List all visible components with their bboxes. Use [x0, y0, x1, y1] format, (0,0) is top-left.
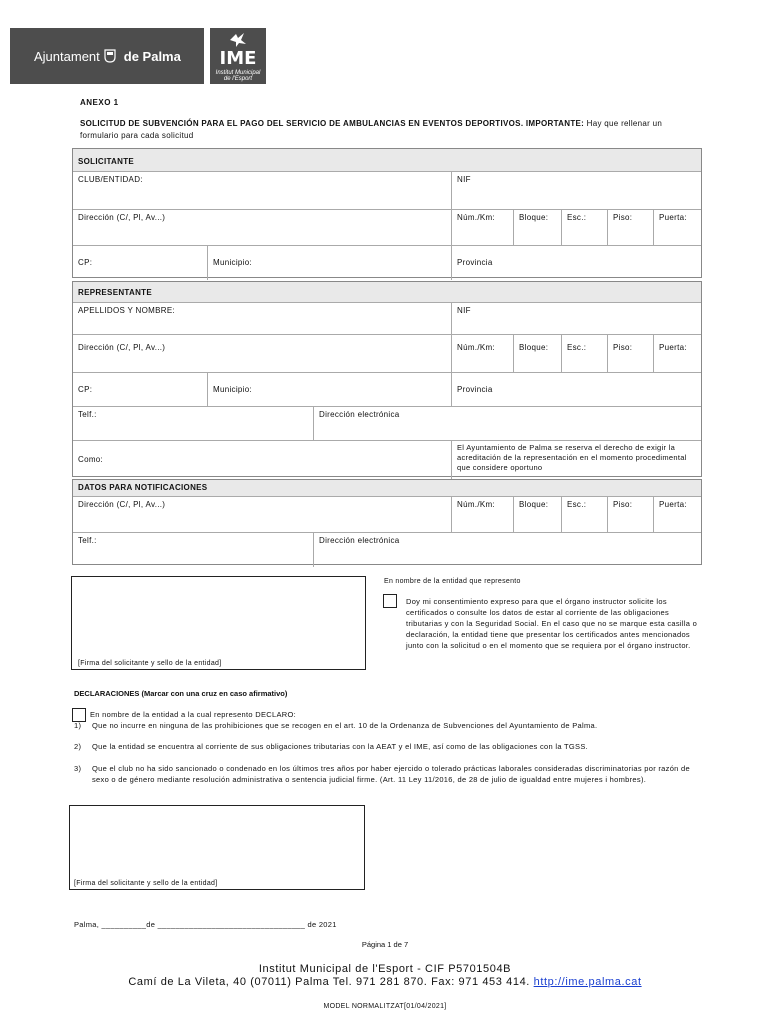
bloque-field[interactable]: Bloque:: [513, 210, 561, 246]
rep-nif-field[interactable]: NIF: [451, 303, 701, 335]
ajuntament-logo: [10, 28, 204, 84]
solicitante-row-club: [73, 171, 701, 210]
ime-logo-subtext: Institut Municipal de l'Esport: [215, 70, 261, 82]
signature-label: [Firma del solicitante y sello de la entidad]: [78, 660, 222, 667]
ime-logo-text: IME: [219, 48, 257, 69]
notif-bloque-field[interactable]: Bloque:: [513, 497, 561, 533]
signature-box[interactable]: [71, 576, 366, 670]
rep-como-field[interactable]: Como:: [78, 455, 104, 464]
solicitante-section: [72, 148, 702, 278]
representante-row-address: [73, 334, 701, 373]
page-number: Página 1 de 7: [361, 940, 409, 949]
crest-icon: [104, 49, 116, 63]
rep-esc-field[interactable]: Esc.:: [561, 335, 607, 373]
rep-puerta-field[interactable]: Puerta:: [653, 335, 701, 373]
notif-email-field[interactable]: Dirección electrónica: [313, 533, 701, 567]
representante-row-cp: [73, 372, 701, 407]
notif-puerta-field[interactable]: Puerta:: [653, 497, 701, 533]
consent-text: Doy mi consentimiento expreso para que el órgano instructor solicite los certificados o consulte los datos de estar al corriente de las obligaciones tributarias y con la Seguridad Social. En el caso que no se marque esta casilla o declaración, la entidad tiene que presentar los certificados antes mencionados junto con la solicitud o en el momento que se requiera por el órgano instructor.: [406, 597, 698, 650]
club-field[interactable]: CLUB/ENTIDAD:: [78, 175, 143, 184]
piso-field[interactable]: Piso:: [607, 210, 653, 246]
notificaciones-section: [72, 479, 702, 565]
declaracion-checkbox[interactable]: [72, 708, 86, 722]
representante-row-contact: [73, 406, 701, 441]
model-label: MODEL NORMALITZAT[01/04/2021]: [323, 1003, 447, 1010]
website-link[interactable]: http://ime.palma.cat: [533, 976, 642, 988]
notif-telf-field[interactable]: Telf.:: [78, 536, 97, 545]
ime-logo: [210, 28, 266, 84]
consent-checkbox[interactable]: [383, 594, 397, 608]
address-line: [0, 976, 770, 988]
address-field[interactable]: Dirección (C/, Pl, Av...): [78, 213, 166, 222]
rep-name-field[interactable]: APELLIDOS Y NOMBRE:: [78, 306, 175, 315]
representante-header-label: REPRESENTANTE: [78, 288, 152, 297]
cp-field[interactable]: CP:: [78, 258, 93, 267]
representante-header: [73, 282, 701, 302]
declaracion-num-1: 1): [74, 721, 82, 730]
nif-field[interactable]: NIF: [451, 172, 701, 210]
declaracion-item-3: Que el club no ha sido sancionado o condenado en los últimos tres años por haber ejercido o tolerado prácticas laborales consideradas discriminatorias por razón de sexo o de género mediante resolución administrativa o sentencia judicial firme. (Art. 11 Ley 11/2016, de 28 de julio de igualdad entre mujeres i hombres).: [92, 764, 690, 784]
representante-row-como: [73, 440, 701, 479]
rep-municipio-field[interactable]: Municipio:: [207, 373, 451, 407]
rep-provincia-field[interactable]: Provincia: [451, 373, 701, 407]
rep-reserva-note: El Ayuntamiento de Palma se reserva el derecho de exigir la acreditación de la representación en el momento procedimental que considere oportuno: [451, 441, 701, 479]
representante-section: [72, 281, 702, 477]
provincia-field[interactable]: Provincia: [451, 246, 701, 280]
declaracion-item-1: Que no incurre en ninguna de las prohibiciones que se recogen en el art. 10 de la Ordenanza de Subvenciones del Ayuntamiento de Palma.: [92, 721, 598, 730]
declaracion-intro: En nombre de la entidad a la cual represento DECLARO:: [90, 710, 297, 719]
municipio-field[interactable]: Municipio:: [207, 246, 451, 280]
puerta-field[interactable]: Puerta:: [653, 210, 701, 246]
declaracion-num-3: 3): [74, 764, 82, 773]
notificaciones-row-contact: [73, 532, 701, 567]
notif-piso-field[interactable]: Piso:: [607, 497, 653, 533]
rep-email-field[interactable]: Dirección electrónica: [313, 407, 701, 441]
declaracion-item-2: Que la entidad se encuentra al corriente de sus obligaciones tributarias con la AEAT y el IME, así como de las obligaciones con la TGSS.: [92, 742, 589, 751]
notificaciones-header: [73, 480, 701, 496]
form-title-bold: SOLICITUD DE SUBVENCIÓN PARA EL PAGO DEL SERVICIO DE AMBULANCIAS EN EVENTOS DEPORTIVOS. IMPORTANTE:: [80, 119, 585, 128]
notif-num-field[interactable]: Núm./Km:: [451, 497, 513, 533]
ajuntament-logo-bold: de Palma: [123, 48, 181, 64]
form-title: [80, 118, 700, 142]
notif-address-field[interactable]: Dirección (C/, Pl, Av...): [78, 500, 166, 509]
palma-date-line: Palma, __________de _________________________________ de 2021: [74, 920, 337, 929]
num-field[interactable]: Núm./Km:: [451, 210, 513, 246]
notificaciones-header-label: DATOS PARA NOTIFICACIONES: [78, 483, 208, 492]
ajuntament-logo-text: Ajuntament: [34, 48, 100, 64]
notif-esc-field[interactable]: Esc.:: [561, 497, 607, 533]
solicitante-row-address: [73, 209, 701, 246]
representante-row-name: [73, 302, 701, 335]
rep-telf-field[interactable]: Telf.:: [78, 410, 97, 419]
solicitante-header: [73, 149, 701, 171]
rep-piso-field[interactable]: Piso:: [607, 335, 653, 373]
annex-title: ANEXO 1: [80, 98, 119, 107]
institut-line: Institut Municipal de l'Esport - CIF P5701504B: [258, 963, 512, 975]
solicitante-header-label: SOLICITANTE: [78, 157, 135, 166]
en-nombre-label: En nombre de la entidad que represento: [384, 578, 521, 585]
solicitante-row-cp: [73, 245, 701, 280]
rep-cp-field[interactable]: CP:: [78, 385, 93, 394]
declaraciones-heading: DECLARACIONES (Marcar con una cruz en caso afirmativo): [74, 689, 288, 698]
form-title-note: Hay que rellenar un formulario para cada solicitud: [80, 119, 663, 140]
notificaciones-row-address: [73, 496, 701, 533]
signature-box-2[interactable]: [69, 805, 365, 890]
rep-num-field[interactable]: Núm./Km:: [451, 335, 513, 373]
declaracion-num-2: 2): [74, 742, 82, 751]
runner-icon: [228, 32, 248, 48]
rep-bloque-field[interactable]: Bloque:: [513, 335, 561, 373]
address-text: Camí de La Vileta, 40 (07011) Palma Tel. 971 281 870. Fax: 971 453 414.: [128, 976, 530, 988]
signature-label-2: [Firma del solicitante y sello de la entidad]: [74, 880, 218, 887]
rep-address-field[interactable]: Dirección (C/, Pl, Av...): [78, 343, 166, 352]
esc-field[interactable]: Esc.:: [561, 210, 607, 246]
